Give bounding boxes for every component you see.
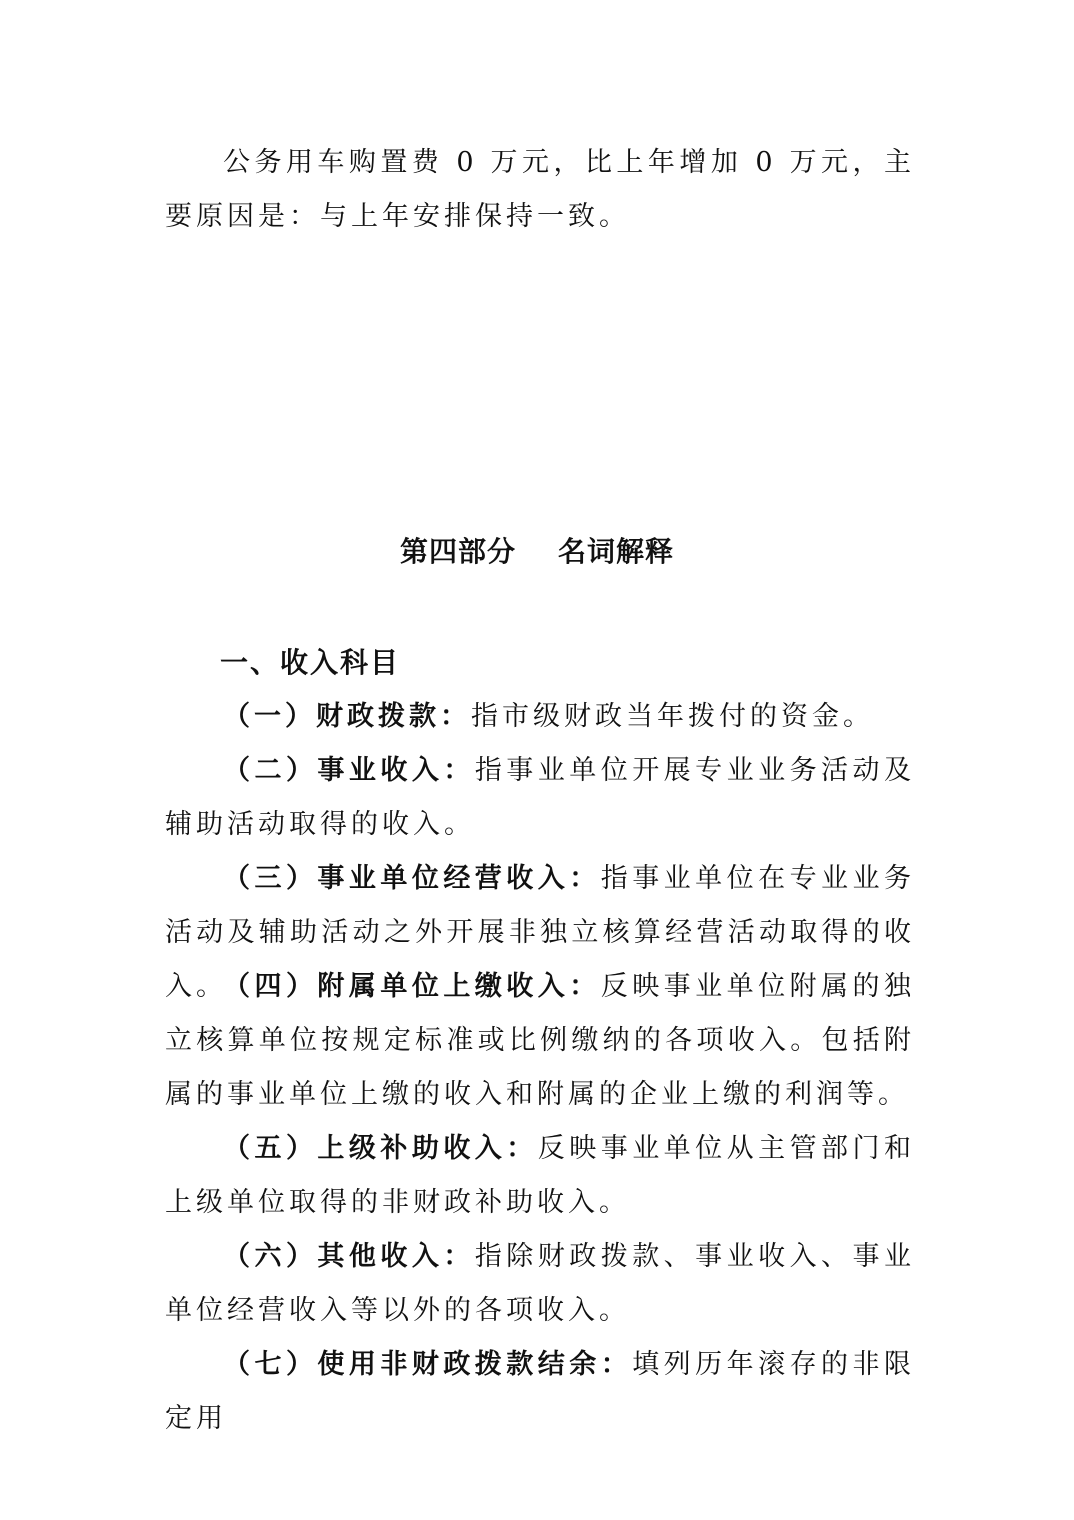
definition-desc: 指除财政拨款、事业收入、事业单位经营收入等以外的各项收入。 [165,1241,916,1326]
definition-desc: 填列历年滚存的非限定用 [165,1349,916,1434]
definition-term: （四）附属单位上缴收入： [223,971,601,1002]
definition-desc: 反映事业单位附属的独立核算单位按规定标准或比例缴纳的各项收入。包括附属的事业单位上缴的收入和附属的企业上缴的利润等。 [165,971,916,1110]
definition-item [165,1122,915,1230]
definition-term: （一）财政拨款： [223,701,471,732]
part-number: 第四部分 [399,535,516,568]
definition-item [165,1338,915,1446]
intro-text: 公务用车购置费 0 万元，比上年增加 0 万元，主要原因是：与上年安排保持一致。 [165,147,915,232]
definition-desc: 反映事业单位从主管部门和上级单位取得的非财政补助收入。 [165,1133,916,1218]
definition-item [165,1230,915,1338]
definition-term: （二）事业收入： [223,755,475,786]
definition-item [165,690,915,744]
definition-desc: 指市级财政当年拨付的资金。 [471,701,874,732]
definition-term: （六）其他收入： [223,1241,475,1272]
definition-desc: 指事业单位在专业业务活动及辅助活动之外开展非独立核算经营活动取得的收入。 [165,863,916,1002]
part-title [0,528,1074,576]
definition-term: （三）事业单位经营收入： [223,863,601,894]
definition-desc: 指事业单位开展专业业务活动及辅助活动取得的收入。 [165,755,916,840]
definition-term: （五）上级补助收入： [223,1133,538,1164]
intro-paragraph [165,136,915,244]
definition-item [165,960,915,1122]
part-subtitle: 名词解释 [558,535,675,568]
definition-term: （七）使用非财政拨款结余： [223,1349,633,1380]
definition-item [165,744,915,852]
section-heading: 一、收入科目 [220,646,401,679]
